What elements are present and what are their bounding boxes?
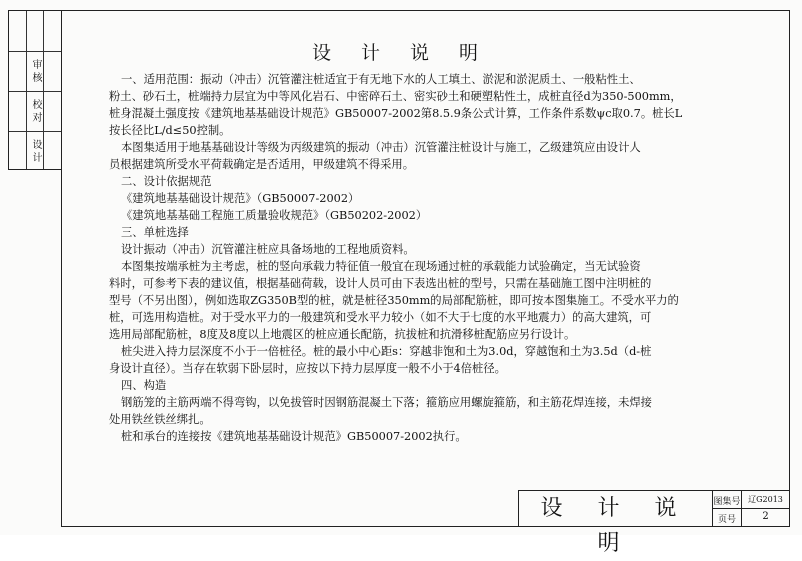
atlas-number-label: 图集号 — [713, 497, 741, 507]
page-number-value: 2 — [762, 511, 769, 522]
page-title: 设 计 说 明 — [311, 42, 491, 64]
strip-label-check: 校对 — [30, 99, 41, 125]
description-body — [109, 71, 759, 445]
paragraph-line: 桩身混凝土强度按《建筑地基基础设计规范》GB50007-2002第8.5.9条公式计算，工作条件系数ψc取0.7。桩长L — [109, 107, 683, 120]
paragraph-line: 桩和承台的连接按《建筑地基基础设计规范》GB50007-2002执行。 — [121, 430, 467, 443]
paragraph-line: 本图集按端承桩为主考虑，桩的竖向承载力特征值一般宜在现场通过桩的承载能力试验确定，当无试验资 — [121, 260, 641, 273]
paragraph-line: 型号（不另出图），例如选取ZG350B型的桩，就是桩径350mm的局部配筋桩，即可按本图集施工。不受水平力的 — [109, 294, 679, 307]
strip-divider — [9, 131, 61, 132]
strip-divider — [9, 91, 61, 92]
paragraph-line: 桩，可选用构造桩。对于受水平力的一般建筑和受水平力较小（如不大于七度的水平地震力）的高大建筑，可 — [109, 311, 652, 324]
strip-column — [9, 11, 27, 169]
title-block-divider — [712, 508, 790, 509]
paragraph-line: 一、适用范围：振动（冲击）沉管灌注桩适宜于有无地下水的人工填土、淤泥和淤泥质土、一般粘性土、 — [121, 73, 641, 86]
paragraph-line: 员根据建筑所受水平荷载确定是否适用，甲级建筑不得采用。 — [109, 158, 415, 171]
strip-label-design: 设计 — [30, 139, 41, 165]
section-heading: 三、单桩选择 — [121, 226, 189, 239]
approval-strip — [8, 10, 61, 170]
section-heading: 二、设计依据规范 — [121, 175, 212, 188]
paragraph-line: 本图集适用于地基基础设计等级为丙级建筑的振动（冲击）沉管灌注桩设计与施工，乙级建筑应由设计人 — [121, 141, 641, 154]
paragraph-line: 桩尖进入持力层深度不小于一倍桩径。桩的最小中心距s：穿越非饱和土为3.0d，穿越饱和土为3.5d（d-桩 — [121, 345, 652, 358]
paragraph-line: 选用局部配筋桩，8度及8度以上地震区的桩应通长配筋，抗拔桩和抗滑移桩配筋应另行设计。 — [109, 328, 576, 341]
paragraph-line: 《建筑地基基础设计规范》（GB50007-2002） — [121, 192, 360, 205]
paragraph-line: 《建筑地基基础工程施工质量验收规范》（GB50202-2002） — [121, 209, 428, 222]
atlas-number-value: 辽G2013 — [748, 495, 783, 504]
page-number-label: 页号 — [717, 515, 736, 525]
strip-label-review: 审核 — [30, 59, 41, 85]
paragraph-line: 粉土、砂石土，桩端持力层宜为中等风化岩石、中密碎石土、密实砂土和硬塑粘性土，成桩直径d为350-500mm， — [109, 90, 682, 103]
paragraph-line: 设计振动（冲击）沉管灌注桩应具备场地的工程地质资料。 — [121, 243, 415, 256]
paragraph-line: 钢筋笼的主筋两端不得弯钩，以免拔管时因钢筋混凝土下落；箍筋应用螺旋箍筋，和主筋花焊连接，未焊接 — [121, 396, 652, 409]
paragraph-line: 料时，可参考下表的建议值，根据基础荷载，设计人员可由下表选出桩的型号，只需在基础施工图中注明桩的 — [109, 277, 652, 290]
paragraph-line: 身设计直径）。当存在软弱下卧层时，应按以下持力层厚度一般不小于4倍桩径。 — [109, 362, 506, 375]
section-heading: 四、构造 — [121, 379, 167, 392]
paragraph-line: 按长径比L/d≤50控制。 — [109, 124, 231, 137]
paragraph-line: 处用铁丝铁丝绑扎。 — [109, 413, 211, 426]
title-block-name: 设 计 说 明 — [540, 496, 691, 556]
title-block — [518, 490, 790, 556]
